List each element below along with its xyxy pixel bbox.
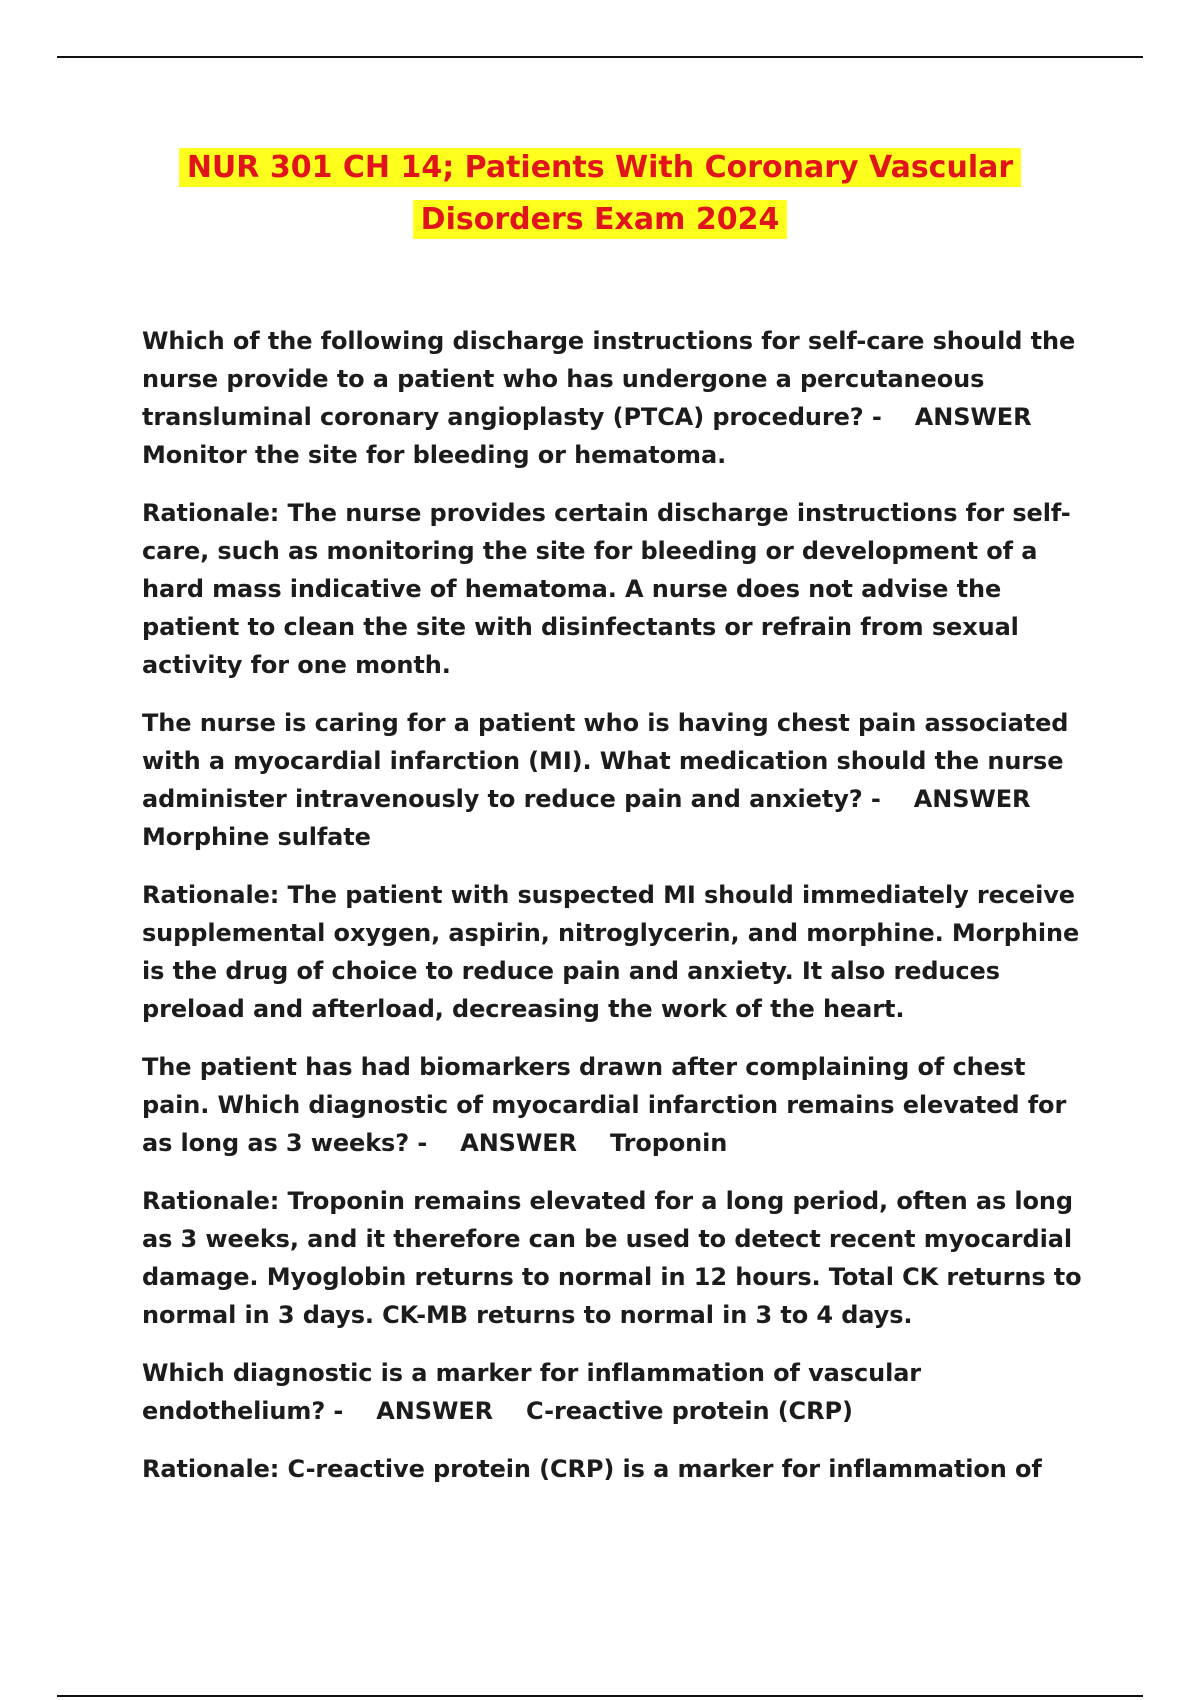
answer-text: Monitor the site for bleeding or hematoma. — [142, 441, 727, 469]
document-body — [142, 322, 1092, 1508]
title-line-2: Disorders Exam 2024 — [413, 200, 788, 239]
rationale-4: Rationale: C-reactive protein (CRP) is a marker for inflammation of — [142, 1455, 1042, 1483]
question-3 — [142, 1048, 1092, 1162]
page-title — [0, 142, 1200, 246]
question-2 — [142, 704, 1092, 856]
answer-label: ANSWER — [913, 785, 1031, 813]
answer-text: Troponin — [609, 1129, 728, 1157]
answer-label: ANSWER — [914, 403, 1032, 431]
question-text: Which diagnostic is a marker for inflammation of vascular endothelium? - — [142, 1359, 922, 1425]
question-4 — [142, 1354, 1092, 1430]
answer-text: C-reactive protein (CRP) — [526, 1397, 853, 1425]
answer-label: ANSWER — [460, 1129, 577, 1157]
question-text: Which of the following discharge instructions for self-care should the nurse provide to a patient who has undergone a percutaneous transluminal coronary angioplasty (PTCA) procedure? - — [142, 327, 1076, 431]
title-line-1: NUR 301 CH 14; Patients With Coronary Vascular — [179, 148, 1021, 187]
rationale-2: Rationale: The patient with suspected MI should immediately receive supplemental oxygen, aspirin, nitroglycerin, and morphine. Morphine is the drug of choice to reduce pain and anxiety. It also reduces preload and afterload, decreasing the work of the heart. — [142, 881, 1080, 1023]
question-1 — [142, 322, 1092, 474]
bottom-rule — [57, 1695, 1143, 1697]
answer-text: Morphine sulfate — [142, 823, 371, 851]
rationale-1: Rationale: The nurse provides certain discharge instructions for self-care, such as monitoring the site for bleeding or development of a hard mass indicative of hematoma. A nurse does not advise the patient to clean the site with disinfectants or refrain from sexual activity for one month. — [142, 499, 1071, 679]
top-rule — [57, 56, 1143, 58]
rationale-3: Rationale: Troponin remains elevated for a long period, often as long as 3 weeks, and it therefore can be used to detect recent myocardial damage. Myoglobin returns to normal in 12 hours. Total CK returns to normal in 3 days. CK-MB returns to normal in 3 to 4 days. — [142, 1187, 1082, 1329]
question-text: The nurse is caring for a patient who is having chest pain associated with a myocardial infarction (MI). What medication should the nurse administer intravenously to reduce pain and anxiety? - — [142, 709, 1069, 813]
question-text: The patient has had biomarkers drawn after complaining of chest pain. Which diagnostic of myocardial infarction remains elevated for as long as 3 weeks? - — [142, 1053, 1067, 1157]
answer-label: ANSWER — [376, 1397, 493, 1425]
